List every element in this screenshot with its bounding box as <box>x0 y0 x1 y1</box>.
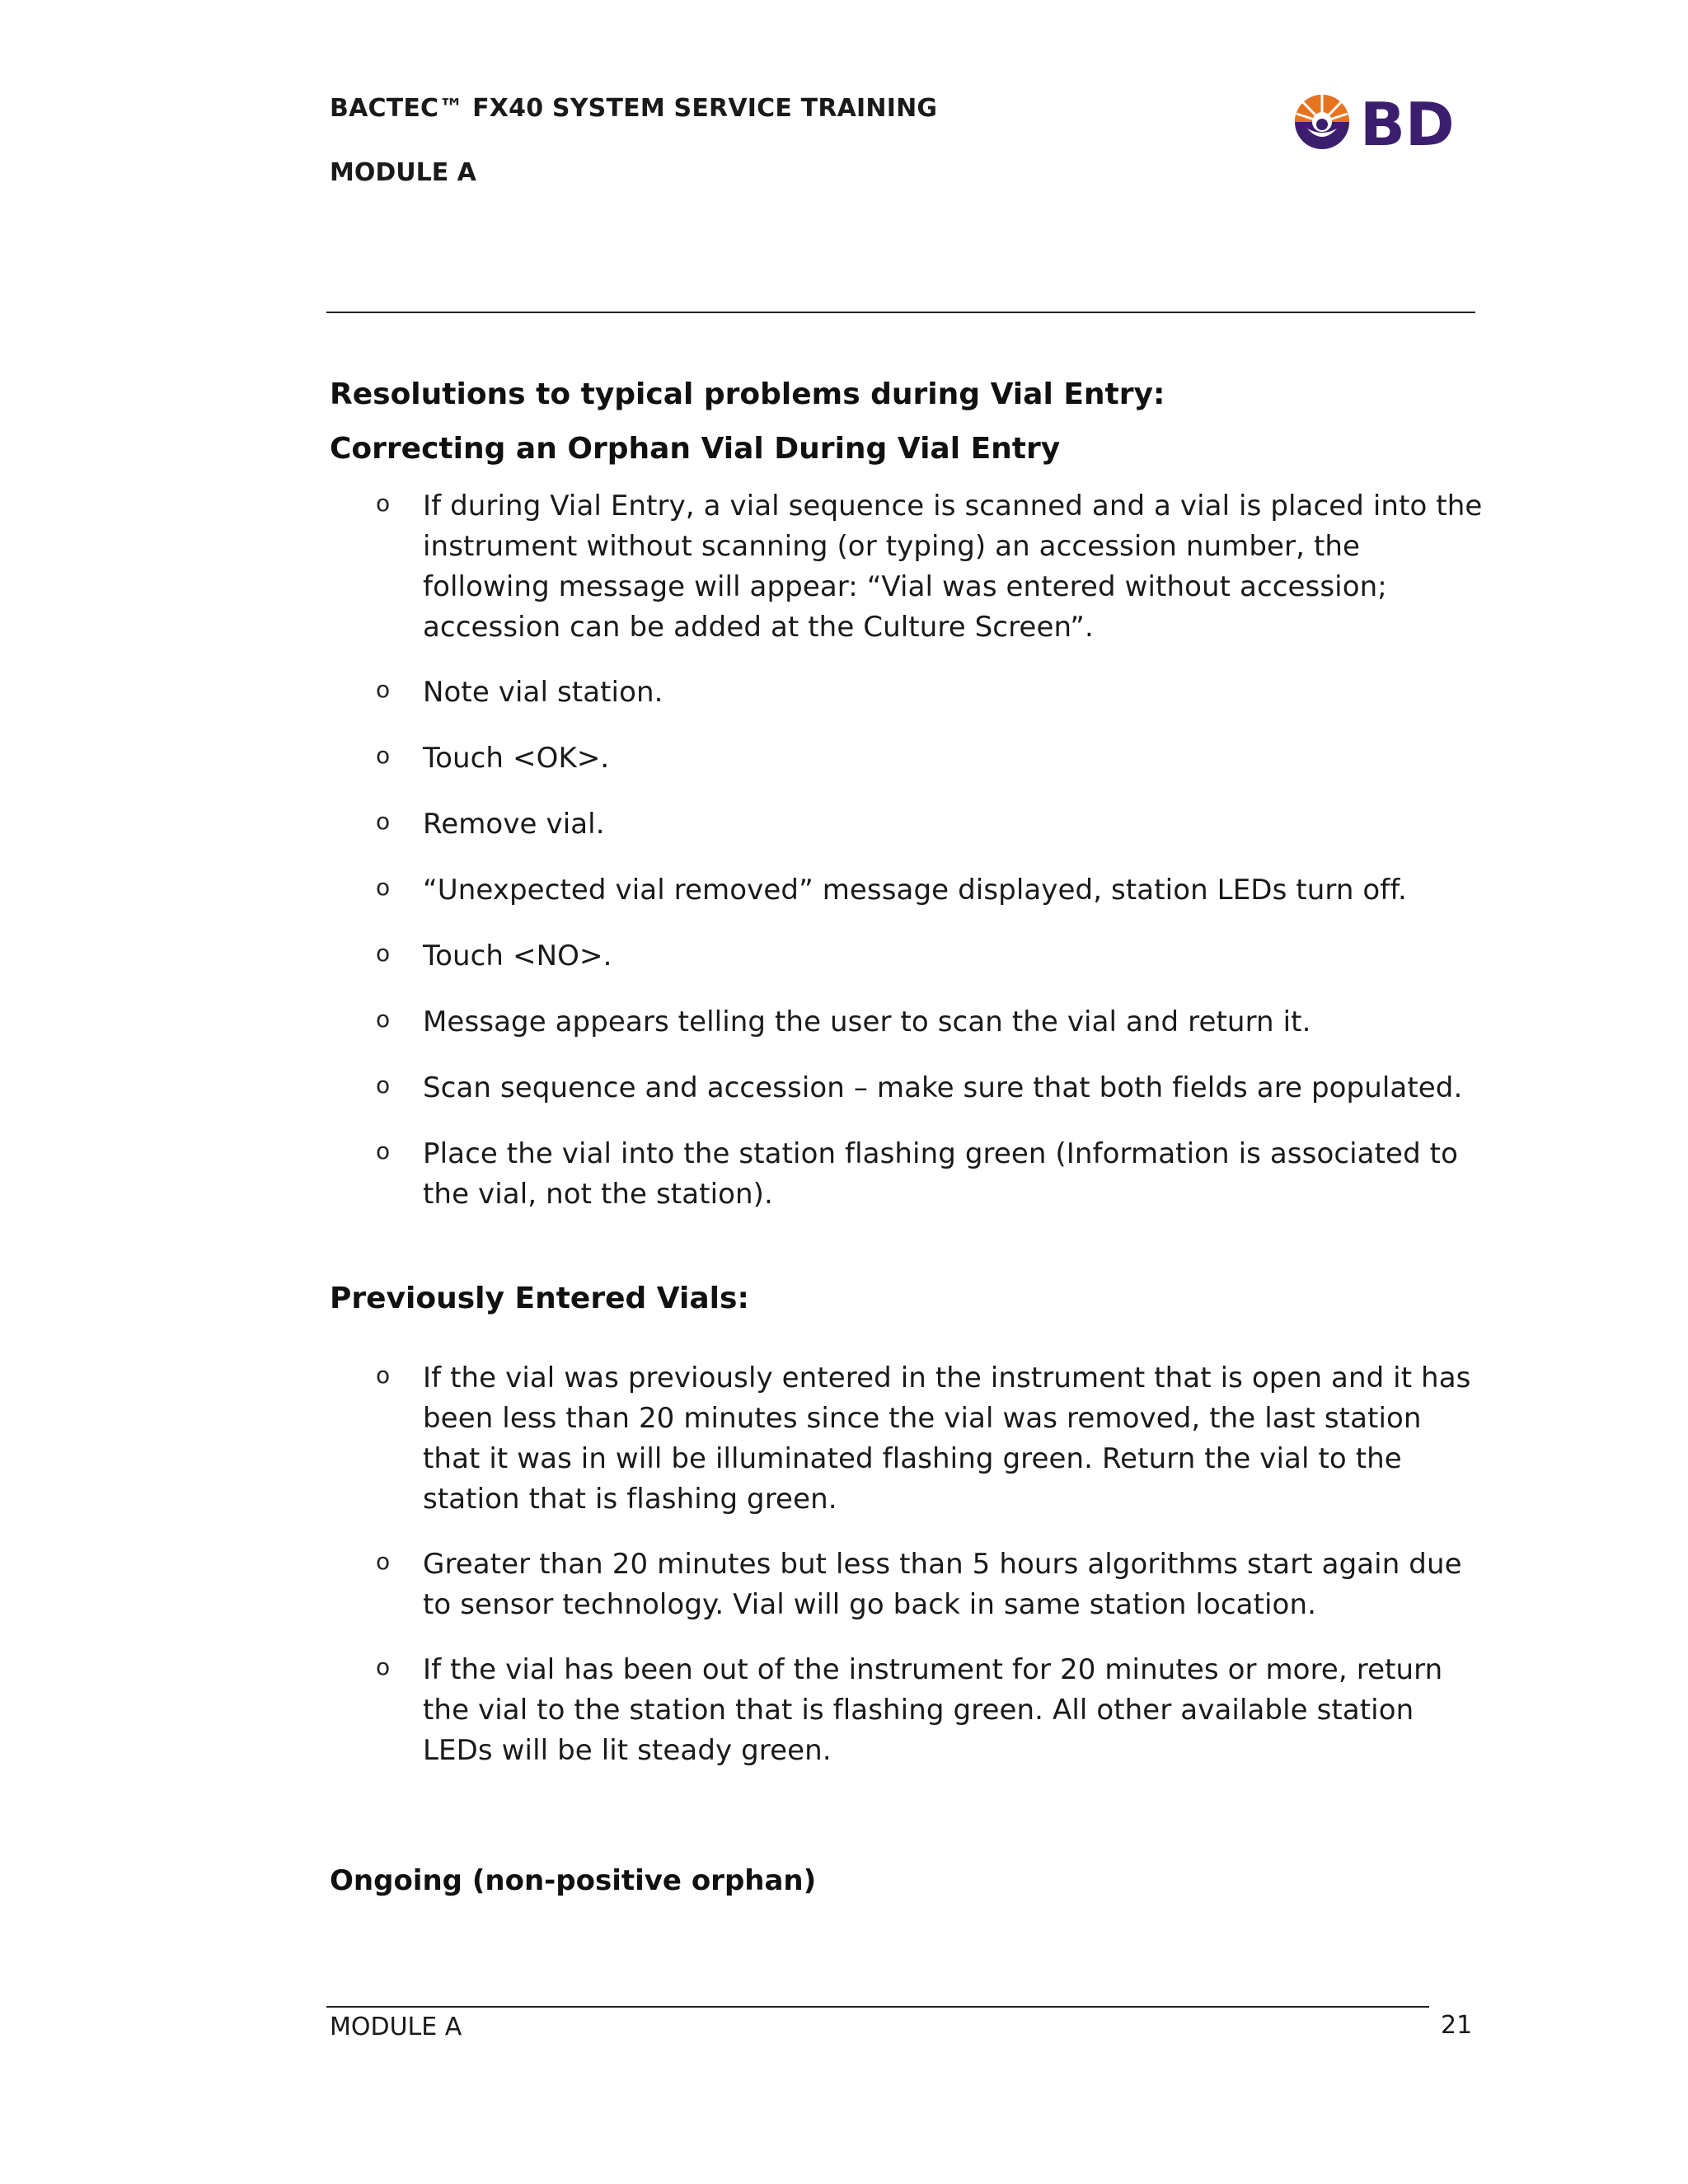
header-divider <box>326 312 1475 313</box>
list-item-text: Place the vial into the station flashing green (Information is associated to the vial, not the station). <box>423 1137 1458 1211</box>
list-item-text: Scan sequence and accession – make sure that both fields are populated. <box>423 1071 1463 1104</box>
header-title: BACTEC™ FX40 SYSTEM SERVICE TRAINING <box>330 94 938 123</box>
list-item <box>330 1544 1484 1625</box>
list-item-text: Touch <OK>. <box>423 742 610 775</box>
header-module: MODULE A <box>330 158 476 187</box>
bullet-marker: o <box>376 1071 391 1099</box>
list-item <box>330 936 1484 977</box>
list-item-text: Message appears telling the user to scan the vial and return it. <box>423 1005 1311 1038</box>
bullet-marker: o <box>376 874 391 901</box>
bullet-marker: o <box>376 1005 391 1033</box>
list-item <box>330 1134 1484 1215</box>
bullet-marker: o <box>376 490 391 517</box>
bullet-marker: o <box>376 1361 391 1389</box>
list-item-text: Greater than 20 minutes but less than 5 hours algorithms start again due to sensor technology. Vial will go back in same station location. <box>423 1548 1462 1621</box>
list-item <box>330 1068 1484 1108</box>
previously-entered-heading: Previously Entered Vials: <box>330 1282 749 1315</box>
list-item <box>330 870 1484 911</box>
ongoing-heading: Ongoing (non-positive orphan) <box>330 1864 817 1897</box>
list-item-text: Touch <NO>. <box>423 940 612 972</box>
bullet-marker: o <box>376 742 391 769</box>
bd-sun-icon <box>1295 95 1349 149</box>
bullet-marker: o <box>376 1653 391 1680</box>
list-item-text: If the vial has been out of the instrument for 20 minutes or more, return the vial to the station that is flashing green. All other available station LEDs will be lit steady green. <box>423 1653 1443 1767</box>
bd-logo <box>1291 87 1464 157</box>
bullet-marker: o <box>376 940 391 967</box>
orphan-vial-heading: Correcting an Orphan Vial During Vial Entry <box>330 432 1061 466</box>
page-number: 21 <box>1441 2011 1473 2040</box>
list-item <box>330 804 1484 845</box>
list-item <box>330 1650 1484 1771</box>
bullet-marker: o <box>376 1548 391 1575</box>
bullet-marker: o <box>376 1137 391 1165</box>
list-item <box>330 486 1484 648</box>
footer-divider <box>326 2006 1429 2008</box>
list-item <box>330 738 1484 779</box>
list-item-text: If during Vial Entry, a vial sequence is scanned and a vial is placed into the instrument without scanning (or typing) an accession number, the following message will appear: “Vial was entered without accession; accession can be added at the Culture Screen”. <box>423 490 1483 644</box>
list-item <box>330 1358 1484 1520</box>
list-item-text: Note vial station. <box>423 676 663 709</box>
bullet-marker: o <box>376 676 391 703</box>
footer-module: MODULE A <box>330 2013 462 2041</box>
resolutions-heading: Resolutions to typical problems during Vial Entry: <box>330 377 1165 411</box>
list-item <box>330 673 1484 713</box>
bullet-marker: o <box>376 808 391 835</box>
bd-wordmark: BD <box>1360 90 1455 157</box>
list-item-text: Remove vial. <box>423 808 605 841</box>
list-item <box>330 1002 1484 1043</box>
list-item-text: If the vial was previously entered in the instrument that is open and it has been less than 20 minutes since the vial was removed, the last station that it was in will be illuminated flashing green. Return the vial to the station that is flashing green. <box>423 1361 1471 1516</box>
list-item-text: “Unexpected vial removed” message displayed, station LEDs turn off. <box>423 874 1407 907</box>
